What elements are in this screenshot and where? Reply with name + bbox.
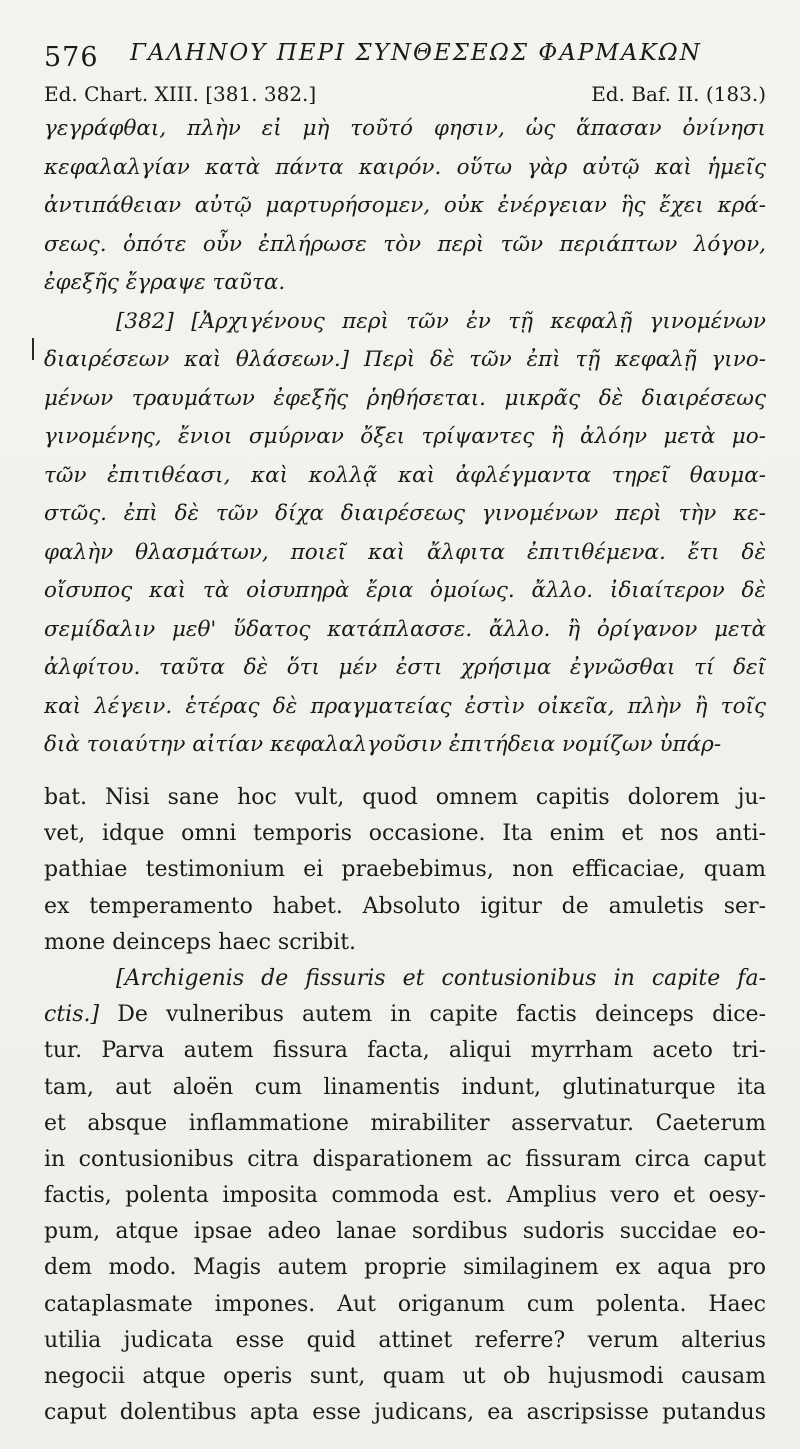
latin-text-line: utilia judicata esse quid attinet referre? verum alterius bbox=[44, 1327, 766, 1353]
latin-text-line: tam, aut aloën cum linamentis indunt, glutinaturque ita bbox=[44, 1074, 766, 1100]
latin-text-line: et absque inflammatione mirabiliter asservatur. Caeterum bbox=[44, 1110, 766, 1136]
greek-text-line: σεμίδαλιν μεθ' ὕδατος κατάπλασσε. ἄλλο. ἢ ὀρίγανον μετὰ bbox=[44, 616, 766, 642]
latin-text-after-heading: De vulneribus autem in capite factis deinceps dice- bbox=[99, 1002, 766, 1028]
greek-text-line: διαιρέσεων καὶ θλάσεων.] Περὶ δὲ τῶν ἐπὶ τῇ κεφαλῇ γινο- bbox=[44, 347, 766, 372]
latin-text-line: mone deinceps haec scribit. bbox=[44, 929, 357, 955]
greek-text-line: μένων τραυμάτων ἐφεξῆς ῥηθήσεται. μικρᾶς δὲ διαιρέσεως bbox=[44, 385, 766, 411]
latin-text-line: vet, idque omni temporis occasione. Ita enim et nos anti- bbox=[44, 821, 766, 847]
latin-text-line: pum, atque ipsae adeo lanae sordibus sudoris succidae eo- bbox=[44, 1219, 766, 1245]
running-head bbox=[44, 36, 764, 76]
greek-text-line: καὶ λέγειν. ἑτέρας δὲ πραγματείας ἐστὶν οἰκεῖα, πλὴν ἢ τοῖς bbox=[44, 693, 766, 719]
greek-text-line: γεγράφθαι, πλὴν εἰ μὴ τοῦτό φησιν, ὡς ἅπασαν ὀνίνησι bbox=[44, 116, 766, 141]
greek-text-line: ἀντιπάθειαν αὐτῷ μαρτυρήσομεν, οὐκ ἐνέργειαν ἣς ἔχει κρά- bbox=[44, 193, 766, 218]
greek-text-line: ἐφεξῆς ἔγραψε ταῦτα. bbox=[44, 270, 286, 295]
greek-text-line: [382] [Ἀρχιγένους περὶ τῶν ἐν τῇ κεφαλῇ γινομένων bbox=[116, 308, 766, 334]
page-number: 576 bbox=[44, 42, 99, 73]
latin-text-line: in contusionibus citra disparationem ac fissuram circa caput bbox=[44, 1146, 766, 1172]
latin-paragraph-2 bbox=[44, 1033, 766, 1431]
section-heading-part-1: [Archigenis de fissuris et contusionibus in capite fa- bbox=[116, 965, 766, 991]
margin-mark bbox=[32, 338, 34, 360]
greek-text-line: γινομένης, ἔνιοι σμύρναν ὄξει τρίψαντες ἢ ἀλόην μετὰ μο- bbox=[44, 424, 766, 449]
edition-basel-ref: Ed. Baf. II. (183.) bbox=[591, 82, 766, 106]
section-heading-part-2: ctis.] bbox=[44, 1002, 100, 1028]
greek-text-line: διὰ τοιαύτην αἰτίαν κεφαλαλγοῦσιν ἐπιτήδεια νομίζων ὑπάρ- bbox=[44, 732, 722, 757]
latin-heading-line bbox=[44, 961, 766, 997]
latin-text-line: dem modo. Magis autem proprie similaginem ex aqua pro bbox=[44, 1255, 766, 1281]
latin-text-line: negocii atque operis sunt, quam ut ob hujusmodi causam bbox=[44, 1364, 766, 1389]
greek-text-line: σεως. ὁπότε οὖν ἐπλήρωσε τὸν περὶ τῶν περιάπτων λόγον, bbox=[44, 231, 766, 257]
latin-text-line: ex temperamento habet. Absoluto igitur de amuletis ser- bbox=[44, 893, 766, 919]
greek-text-line: ἀλφίτου. ταῦτα δὲ ὅτι μέν ἐστι χρήσιμα ἐγνῶσθαι τί δεῖ bbox=[44, 655, 766, 680]
latin-paragraph-1 bbox=[44, 780, 766, 961]
edition-chartier-ref: Ed. Chart. XIII. [381. 382.] bbox=[44, 82, 317, 106]
greek-text-column bbox=[44, 110, 766, 765]
latin-text-line: pathiae testimonium ei praebebimus, non efficaciae, quam bbox=[44, 857, 766, 883]
running-title: ΓΑΛΗΝΟΥ ΠΕΡΙ ΣΥΝΘΕΣΕΩΣ ΦΑΡΜΑΚΩΝ bbox=[130, 40, 702, 66]
latin-text-line: tur. Parva autem fissura facta, aliqui myrrham aceto tri- bbox=[44, 1038, 766, 1064]
latin-text-column bbox=[44, 780, 766, 1431]
greek-text-line: φαλὴν θλασμάτων, ποιεῖ καὶ ἄλφιτα ἐπιτιθέμενα. ἔτι δὲ bbox=[44, 539, 766, 565]
latin-heading-line-2 bbox=[44, 997, 766, 1033]
greek-text-line: κεφαλαλγίαν κατὰ πάντα καιρόν. οὕτω γὰρ αὐτῷ καὶ ἡμεῖς bbox=[44, 154, 766, 180]
latin-text-line: caput dolentibus apta esse judicans, ea ascripsisse putandus bbox=[44, 1400, 766, 1426]
latin-text-line: bat. Nisi sane hoc vult, quod omnem capitis dolorem ju- bbox=[44, 785, 766, 810]
latin-text-line: cataplasmate impones. Aut origanum cum polenta. Haec bbox=[44, 1291, 766, 1317]
greek-text-line: τῶν ἐπιτιθέασι, καὶ κολλᾷ καὶ ἀφλέγμαντα τηρεῖ θαυμα- bbox=[44, 462, 766, 488]
greek-text-line: οἴσυπος καὶ τὰ οἰσυπηρὰ ἔρια ὁμοίως. ἄλλο. ἰδιαίτερον δὲ bbox=[44, 578, 766, 603]
latin-text-line: factis, polenta imposita commoda est. Amplius vero et oesy- bbox=[44, 1183, 766, 1209]
greek-text-line: στῶς. ἐπὶ δὲ τῶν δίχα διαιρέσεως γινομένων περὶ τὴν κε- bbox=[44, 501, 766, 526]
